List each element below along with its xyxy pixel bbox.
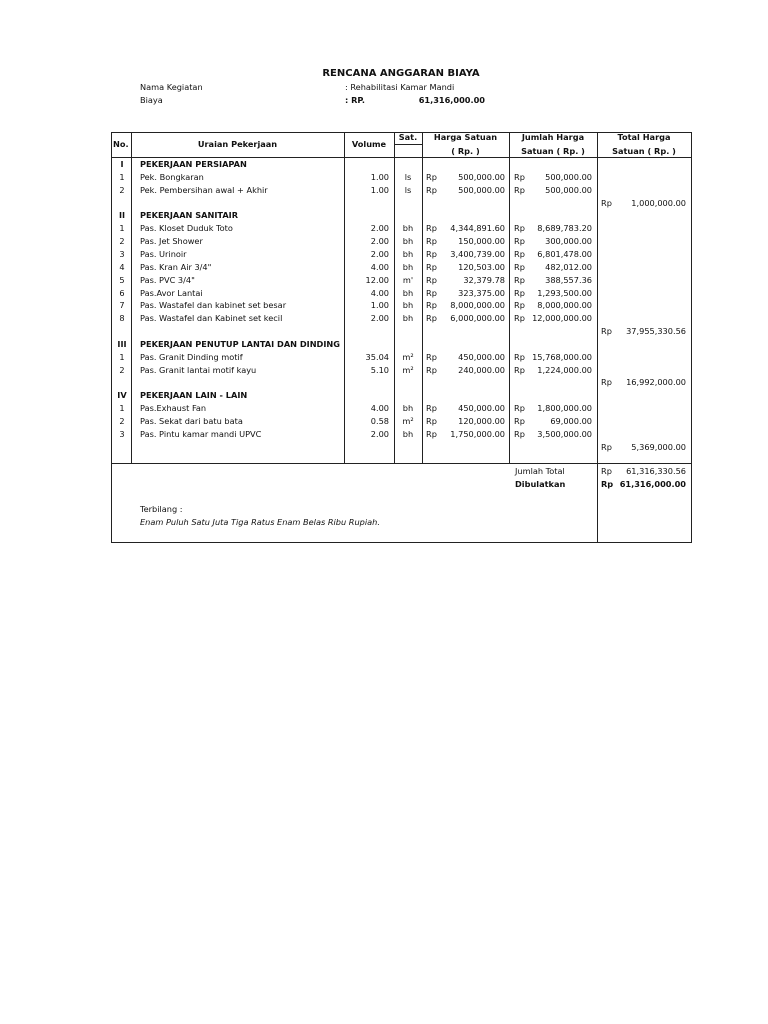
item-unit: bh <box>402 300 414 311</box>
item-number: 4 <box>119 261 125 272</box>
item-volume: 2.00 <box>370 236 389 247</box>
item-jumlah-rp: Rp <box>514 403 525 414</box>
item-jumlah-harga: 1,800,000.00 <box>537 403 592 414</box>
col-divider-jumlah <box>597 132 598 543</box>
table-body-bottom <box>111 463 691 464</box>
item-description: Pas. Wastafel dan kabinet set besar <box>140 300 287 311</box>
header-jumlah-line1: Jumlah Harga <box>521 132 585 142</box>
sat-header-divider <box>394 144 422 145</box>
item-jumlah-rp: Rp <box>514 351 525 362</box>
section-total-value: 37,955,330.56 <box>626 326 686 337</box>
item-unit: m² <box>402 364 414 375</box>
item-description: Pas.Avor Lantai <box>140 287 203 298</box>
item-number: 6 <box>119 287 125 298</box>
jumlah-total-rp: Rp <box>601 466 612 476</box>
header-total-line1: Total Harga <box>617 132 671 142</box>
col-divider-sat <box>422 132 423 464</box>
item-jumlah-harga: 482,012.00 <box>545 261 592 272</box>
item-harga-satuan: 150,000.00 <box>458 236 505 247</box>
header-jumlah-line2: Satuan ( Rp. ) <box>521 146 585 156</box>
item-unit: bh <box>402 428 414 439</box>
item-unit: ls <box>404 171 412 182</box>
item-volume: 1.00 <box>370 171 389 182</box>
item-jumlah-rp: Rp <box>514 364 525 375</box>
item-harga-satuan: 8,000,000.00 <box>450 300 505 311</box>
section-number: II <box>118 210 126 221</box>
item-unit: bh <box>402 223 414 234</box>
item-description: Pas. Sekat dari batu bata <box>140 416 243 426</box>
item-harga-satuan: 450,000.00 <box>458 351 505 362</box>
section-total-value: 5,369,000.00 <box>631 441 686 452</box>
item-description: Pas. Granit lantai motif kayu <box>140 364 257 375</box>
item-jumlah-harga: 300,000.00 <box>545 236 592 247</box>
meta-amount-biaya: 61,316,000.00 <box>418 95 485 105</box>
meta-value-kegiatan: : Rehabilitasi Kamar Mandi <box>345 82 455 92</box>
item-jumlah-harga: 6,801,478.00 <box>537 248 592 259</box>
item-number: 5 <box>119 274 125 285</box>
section-total-rp: Rp <box>601 197 612 208</box>
item-harga-rp: Rp <box>426 364 437 375</box>
section-title: PEKERJAAN PENUTUP LANTAI DAN DINDING <box>140 338 340 349</box>
item-jumlah-rp: Rp <box>514 287 525 298</box>
jumlah-total-value: 61,316,330.56 <box>626 466 686 476</box>
item-unit: bh <box>402 403 414 414</box>
item-jumlah-rp: Rp <box>514 416 525 426</box>
section-number: III <box>117 338 127 349</box>
terbilang-label: Terbilang : <box>140 504 183 514</box>
item-volume: 2.00 <box>370 223 389 234</box>
item-volume: 4.00 <box>370 287 389 298</box>
section-title: PEKERJAAN LAIN - LAIN <box>140 390 248 401</box>
item-volume: 1.00 <box>370 184 389 195</box>
header-sat: Sat. <box>398 132 418 142</box>
section-number: I <box>120 159 124 169</box>
item-volume: 2.00 <box>370 428 389 439</box>
item-jumlah-harga: 1,293,500.00 <box>537 287 592 298</box>
item-volume: 0.58 <box>370 416 389 426</box>
item-unit: bh <box>402 248 414 259</box>
item-harga-rp: Rp <box>426 351 437 362</box>
item-description: Pek. Pembersihan awal + Akhir <box>140 184 268 195</box>
item-harga-rp: Rp <box>426 184 437 195</box>
item-description: Pas. Jet Shower <box>140 236 203 247</box>
item-harga-rp: Rp <box>426 261 437 272</box>
item-description: Pek. Bongkaran <box>140 171 204 182</box>
item-jumlah-rp: Rp <box>514 236 525 247</box>
item-unit: m' <box>402 274 414 285</box>
border-right <box>691 132 692 543</box>
item-unit: bh <box>402 287 414 298</box>
item-volume: 2.00 <box>370 248 389 259</box>
item-jumlah-rp: Rp <box>514 300 525 311</box>
col-divider-harga <box>509 132 510 464</box>
meta-value-biaya: : RP. <box>345 95 366 105</box>
item-number: 1 <box>119 223 125 234</box>
dibulatkan-value: 61,316,000.00 <box>619 479 686 489</box>
item-jumlah-rp: Rp <box>514 261 525 272</box>
item-harga-rp: Rp <box>426 236 437 247</box>
item-harga-rp: Rp <box>426 428 437 439</box>
header-no: No. <box>113 139 129 149</box>
section-total-rp: Rp <box>601 377 612 388</box>
item-description: Pas. Kran Air 3/4" <box>140 261 212 272</box>
document-title: RENCANA ANGGARAN BIAYA <box>322 68 480 79</box>
item-number: 3 <box>119 248 125 259</box>
item-jumlah-harga: 15,768,000.00 <box>532 351 592 362</box>
meta-label-biaya: Biaya <box>140 95 163 105</box>
item-harga-satuan: 32,379.78 <box>463 274 505 285</box>
item-unit: ls <box>404 184 412 195</box>
item-number: 2 <box>119 236 125 247</box>
item-jumlah-rp: Rp <box>514 248 525 259</box>
meta-label-kegiatan: Nama Kegiatan <box>140 82 203 92</box>
item-harga-satuan: 500,000.00 <box>458 171 505 182</box>
item-jumlah-harga: 500,000.00 <box>545 184 592 195</box>
item-description: Pas.Exhaust Fan <box>140 403 207 414</box>
item-volume: 12.00 <box>365 274 389 285</box>
item-harga-satuan: 120,503.00 <box>458 261 505 272</box>
header-uraian: Uraian Pekerjaan <box>197 139 278 149</box>
item-description: Pas. Kloset Duduk Toto <box>140 223 233 234</box>
item-harga-satuan: 1,750,000.00 <box>450 428 505 439</box>
item-jumlah-harga: 8,000,000.00 <box>537 300 592 311</box>
item-unit: bh <box>402 313 414 324</box>
item-description: Pas. Pintu kamar mandi UPVC <box>140 428 262 439</box>
item-unit: bh <box>402 261 414 272</box>
header-harga-line2: ( Rp. ) <box>451 146 480 156</box>
item-harga-satuan: 500,000.00 <box>458 184 505 195</box>
header-volume: Volume <box>351 139 387 149</box>
item-number: 7 <box>119 300 125 311</box>
item-number: 1 <box>119 403 125 414</box>
item-jumlah-harga: 12,000,000.00 <box>532 313 592 324</box>
item-number: 2 <box>119 364 125 375</box>
item-jumlah-rp: Rp <box>514 428 525 439</box>
item-jumlah-harga: 3,500,000.00 <box>537 428 592 439</box>
col-divider-no <box>131 132 132 464</box>
item-harga-satuan: 323,375.00 <box>458 287 505 298</box>
item-volume: 5.10 <box>370 364 389 375</box>
item-harga-rp: Rp <box>426 248 437 259</box>
item-number: 1 <box>119 351 125 362</box>
item-harga-satuan: 3,400,739.00 <box>450 248 505 259</box>
item-harga-rp: Rp <box>426 300 437 311</box>
item-number: 2 <box>119 416 125 426</box>
item-harga-rp: Rp <box>426 171 437 182</box>
item-jumlah-harga: 1,224,000.00 <box>537 364 592 375</box>
item-unit: m² <box>402 416 414 426</box>
item-jumlah-rp: Rp <box>514 184 525 195</box>
item-harga-rp: Rp <box>426 313 437 324</box>
item-number: 8 <box>119 313 125 324</box>
item-description: Pas. Granit Dinding motif <box>140 351 243 362</box>
header-harga-line1: Harga Satuan <box>433 132 498 142</box>
item-volume: 4.00 <box>370 261 389 272</box>
item-volume: 4.00 <box>370 403 389 414</box>
item-description: Pas. PVC 3/4" <box>140 274 195 285</box>
section-total-rp: Rp <box>601 326 612 337</box>
item-jumlah-harga: 388,557.36 <box>545 274 592 285</box>
item-harga-rp: Rp <box>426 287 437 298</box>
item-harga-rp: Rp <box>426 274 437 285</box>
section-total-value: 16,992,000.00 <box>626 377 686 388</box>
item-description: Pas. Urinoir <box>140 248 187 259</box>
item-jumlah-rp: Rp <box>514 223 525 234</box>
item-jumlah-harga: 69,000.00 <box>550 416 592 426</box>
section-number: IV <box>117 390 127 401</box>
item-volume: 35.04 <box>365 351 389 362</box>
item-harga-rp: Rp <box>426 223 437 234</box>
terbilang-text: Enam Puluh Satu Juta Tiga Ratus Enam Belas Ribu Rupiah. <box>140 517 380 527</box>
section-total-rp: Rp <box>601 441 612 452</box>
item-volume: 1.00 <box>370 300 389 311</box>
item-number: 1 <box>119 171 125 182</box>
border-left <box>111 132 112 543</box>
section-title: PEKERJAAN SANITAIR <box>140 210 239 221</box>
item-jumlah-harga: 8,689,783.20 <box>537 223 592 234</box>
item-harga-satuan: 4,344,891.60 <box>450 223 505 234</box>
item-harga-rp: Rp <box>426 416 437 426</box>
item-harga-satuan: 120,000.00 <box>458 416 505 426</box>
item-harga-satuan: 6,000,000.00 <box>450 313 505 324</box>
dibulatkan-rp: Rp <box>601 479 614 489</box>
item-harga-satuan: 450,000.00 <box>458 403 505 414</box>
header-total-line2: Satuan ( Rp. ) <box>612 146 676 156</box>
item-harga-rp: Rp <box>426 403 437 414</box>
item-harga-satuan: 240,000.00 <box>458 364 505 375</box>
item-description: Pas. Wastafel dan Kabinet set kecil <box>140 313 283 324</box>
dibulatkan-label: Dibulatkan <box>515 479 566 489</box>
item-volume: 2.00 <box>370 313 389 324</box>
item-jumlah-rp: Rp <box>514 313 525 324</box>
table-bottom-border <box>111 542 691 543</box>
item-number: 3 <box>119 428 125 439</box>
section-title: PEKERJAAN PERSIAPAN <box>140 159 247 169</box>
table-header-bottom <box>111 157 691 158</box>
item-jumlah-harga: 500,000.00 <box>545 171 592 182</box>
item-unit: bh <box>402 236 414 247</box>
item-jumlah-rp: Rp <box>514 171 525 182</box>
jumlah-total-label: Jumlah Total <box>515 466 565 476</box>
item-unit: m² <box>402 351 414 362</box>
item-number: 2 <box>119 184 125 195</box>
item-jumlah-rp: Rp <box>514 274 525 285</box>
section-total-value: 1,000,000.00 <box>631 197 686 208</box>
